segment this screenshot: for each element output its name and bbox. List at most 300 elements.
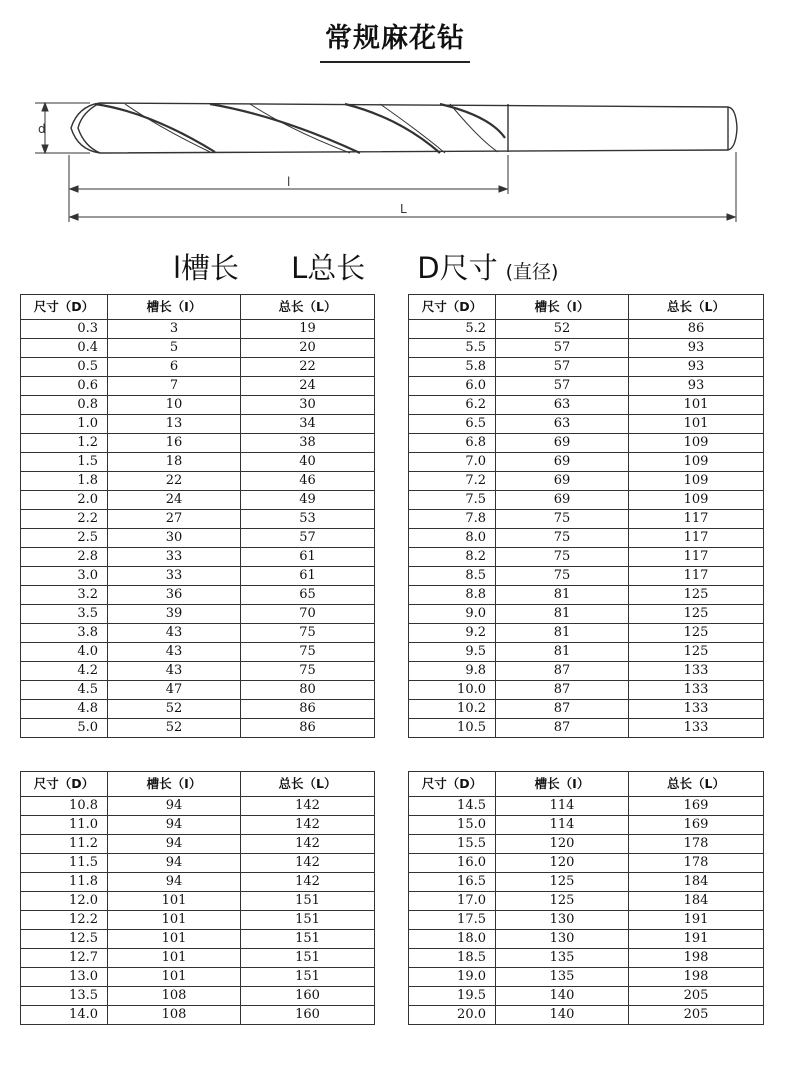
cell-size: 2.8: [21, 548, 108, 567]
cell-flute-length: 39: [108, 605, 241, 624]
cell-size: 5.5: [409, 339, 496, 358]
cell-size: 11.2: [21, 835, 108, 854]
cell-flute-length: 7: [108, 377, 241, 396]
cell-size: 11.8: [21, 873, 108, 892]
spec-table-1: [20, 294, 375, 738]
cell-flute-length: 69: [496, 453, 629, 472]
cell-size: 14.5: [409, 797, 496, 816]
cell-flute-length: 94: [108, 797, 241, 816]
cell-flute-length: 75: [496, 548, 629, 567]
table-row: [21, 567, 375, 586]
cell-flute-length: 120: [496, 835, 629, 854]
cell-flute-length: 87: [496, 700, 629, 719]
cell-size: 1.2: [21, 434, 108, 453]
cell-overall-length: 184: [629, 892, 764, 911]
cell-flute-length: 87: [496, 662, 629, 681]
flute-5: [345, 104, 440, 153]
cell-overall-length: 24: [241, 377, 375, 396]
table-row: [409, 873, 764, 892]
cell-size: 4.5: [21, 681, 108, 700]
header-size: 尺寸（D）: [21, 295, 108, 320]
cell-size: 10.0: [409, 681, 496, 700]
cell-flute-length: 57: [496, 339, 629, 358]
cell-size: 8.0: [409, 529, 496, 548]
cell-overall-length: 75: [241, 624, 375, 643]
table-row: [21, 548, 375, 567]
cell-overall-length: 151: [241, 892, 375, 911]
table-row: [409, 567, 764, 586]
cell-size: 17.5: [409, 911, 496, 930]
cell-overall-length: 117: [629, 567, 764, 586]
table-row: [21, 968, 375, 987]
table-row: [409, 1006, 764, 1025]
cell-flute-length: 87: [496, 719, 629, 738]
header-size: 尺寸（D）: [409, 295, 496, 320]
cell-size: 10.8: [21, 797, 108, 816]
cell-flute-length: 69: [496, 434, 629, 453]
cell-flute-length: 120: [496, 854, 629, 873]
cell-flute-length: 43: [108, 662, 241, 681]
table-row: [21, 873, 375, 892]
table-row: [409, 930, 764, 949]
flute-6: [380, 104, 445, 153]
cell-flute-length: 63: [496, 396, 629, 415]
cell-size: 19.5: [409, 987, 496, 1006]
table-row: [21, 816, 375, 835]
cell-flute-length: 57: [496, 358, 629, 377]
cell-size: 9.2: [409, 624, 496, 643]
cell-flute-length: 33: [108, 567, 241, 586]
cell-overall-length: 109: [629, 472, 764, 491]
cell-size: 9.8: [409, 662, 496, 681]
cell-size: 15.0: [409, 816, 496, 835]
table-row: [409, 624, 764, 643]
cell-size: 8.8: [409, 586, 496, 605]
table-row: [409, 548, 764, 567]
cell-size: 11.5: [21, 854, 108, 873]
table-row: [21, 377, 375, 396]
cell-size: 18.0: [409, 930, 496, 949]
cell-size: 5.2: [409, 320, 496, 339]
cell-flute-length: 24: [108, 491, 241, 510]
table-row: [409, 911, 764, 930]
cell-overall-length: 65: [241, 586, 375, 605]
cell-flute-length: 36: [108, 586, 241, 605]
cell-flute-length: 10: [108, 396, 241, 415]
cell-flute-length: 130: [496, 930, 629, 949]
cell-overall-length: 191: [629, 930, 764, 949]
cell-flute-length: 140: [496, 1006, 629, 1025]
header-overall: 总长（L）: [241, 772, 375, 797]
cell-overall-length: 178: [629, 854, 764, 873]
cell-overall-length: 160: [241, 987, 375, 1006]
cell-flute-length: 130: [496, 911, 629, 930]
cell-flute-length: 75: [496, 567, 629, 586]
cell-overall-length: 142: [241, 816, 375, 835]
cell-size: 0.8: [21, 396, 108, 415]
cell-size: 4.2: [21, 662, 108, 681]
table-row: [409, 816, 764, 835]
table-row: [21, 930, 375, 949]
cell-overall-length: 53: [241, 510, 375, 529]
cell-flute-length: 52: [496, 320, 629, 339]
legend-overall: L总长: [291, 251, 366, 285]
cell-overall-length: 125: [629, 586, 764, 605]
table-row: [409, 681, 764, 700]
table-row: [409, 586, 764, 605]
cell-overall-length: 80: [241, 681, 375, 700]
table-row: [409, 949, 764, 968]
table-row: [21, 700, 375, 719]
table-row: [409, 892, 764, 911]
header-size: 尺寸（D）: [21, 772, 108, 797]
cell-size: 13.5: [21, 987, 108, 1006]
cell-size: 3.0: [21, 567, 108, 586]
table-row: [409, 605, 764, 624]
cell-flute-length: 16: [108, 434, 241, 453]
cell-size: 4.0: [21, 643, 108, 662]
cell-flute-length: 27: [108, 510, 241, 529]
cell-flute-length: 101: [108, 949, 241, 968]
cell-overall-length: 160: [241, 1006, 375, 1025]
cell-overall-length: 205: [629, 987, 764, 1006]
cell-overall-length: 109: [629, 491, 764, 510]
cell-flute-length: 81: [496, 605, 629, 624]
cell-flute-length: 18: [108, 453, 241, 472]
table-row: [21, 491, 375, 510]
table-row: [21, 797, 375, 816]
cell-flute-length: 75: [496, 510, 629, 529]
cell-flute-length: 108: [108, 987, 241, 1006]
cell-size: 13.0: [21, 968, 108, 987]
cell-size: 14.0: [21, 1006, 108, 1025]
cell-size: 12.2: [21, 911, 108, 930]
cell-size: 7.8: [409, 510, 496, 529]
cell-flute-length: 52: [108, 700, 241, 719]
cell-size: 18.5: [409, 949, 496, 968]
legend-diameter-note: (直径): [505, 261, 559, 283]
legend-size: D尺寸: [417, 251, 498, 285]
table-row: [21, 396, 375, 415]
cell-overall-length: 40: [241, 453, 375, 472]
table-row: [21, 605, 375, 624]
cell-overall-length: 125: [629, 624, 764, 643]
table-row: [21, 434, 375, 453]
cell-size: 9.5: [409, 643, 496, 662]
table-row: [21, 586, 375, 605]
table-row: [409, 339, 764, 358]
cell-size: 1.8: [21, 472, 108, 491]
cell-flute-length: 81: [496, 624, 629, 643]
cell-overall-length: 151: [241, 968, 375, 987]
cell-flute-length: 63: [496, 415, 629, 434]
cell-flute-length: 114: [496, 797, 629, 816]
cell-overall-length: 117: [629, 548, 764, 567]
cell-overall-length: 86: [629, 320, 764, 339]
cell-size: 0.3: [21, 320, 108, 339]
cell-size: 6.5: [409, 415, 496, 434]
table-row: [409, 358, 764, 377]
table-row: [409, 968, 764, 987]
table-row: [409, 472, 764, 491]
cell-overall-length: 22: [241, 358, 375, 377]
table-row: [21, 681, 375, 700]
cell-overall-length: 101: [629, 396, 764, 415]
cell-flute-length: 125: [496, 892, 629, 911]
cell-flute-length: 3: [108, 320, 241, 339]
header-overall: 总长（L）: [241, 295, 375, 320]
cell-overall-length: 57: [241, 529, 375, 548]
cell-overall-length: 109: [629, 434, 764, 453]
cell-overall-length: 169: [629, 816, 764, 835]
cell-size: 8.5: [409, 567, 496, 586]
cell-overall-length: 30: [241, 396, 375, 415]
cell-overall-length: 93: [629, 377, 764, 396]
cell-overall-length: 133: [629, 681, 764, 700]
cell-size: 9.0: [409, 605, 496, 624]
cell-flute-length: 114: [496, 816, 629, 835]
table-row: [21, 339, 375, 358]
cell-flute-length: 6: [108, 358, 241, 377]
table-row: [409, 510, 764, 529]
cell-size: 7.0: [409, 453, 496, 472]
cell-flute-length: 22: [108, 472, 241, 491]
cell-overall-length: 49: [241, 491, 375, 510]
cell-size: 20.0: [409, 1006, 496, 1025]
table-row: [21, 719, 375, 738]
spec-table-2: [408, 294, 764, 738]
cell-size: 10.5: [409, 719, 496, 738]
table-row: [21, 415, 375, 434]
cell-size: 12.5: [21, 930, 108, 949]
cell-size: 11.0: [21, 816, 108, 835]
cell-size: 5.0: [21, 719, 108, 738]
table-row: [409, 835, 764, 854]
cell-overall-length: 191: [629, 911, 764, 930]
cell-overall-length: 142: [241, 854, 375, 873]
cell-overall-length: 151: [241, 949, 375, 968]
cell-flute-length: 101: [108, 968, 241, 987]
cell-flute-length: 81: [496, 586, 629, 605]
cell-size: 2.2: [21, 510, 108, 529]
label-d: d: [38, 122, 46, 136]
cell-overall-length: 34: [241, 415, 375, 434]
cell-flute-length: 81: [496, 643, 629, 662]
table-row: [409, 662, 764, 681]
cell-size: 6.2: [409, 396, 496, 415]
cell-flute-length: 13: [108, 415, 241, 434]
cell-size: 16.0: [409, 854, 496, 873]
cell-overall-length: 151: [241, 930, 375, 949]
cell-size: 5.8: [409, 358, 496, 377]
table-row: [409, 529, 764, 548]
table-row: [409, 415, 764, 434]
table-row: [409, 854, 764, 873]
cell-overall-length: 169: [629, 797, 764, 816]
cell-overall-length: 61: [241, 548, 375, 567]
cell-overall-length: 93: [629, 339, 764, 358]
table-row: [21, 1006, 375, 1025]
table-row: [21, 320, 375, 339]
cell-overall-length: 86: [241, 700, 375, 719]
table-row: [21, 624, 375, 643]
cell-flute-length: 43: [108, 624, 241, 643]
cell-size: 0.6: [21, 377, 108, 396]
table-row: [409, 453, 764, 472]
cell-overall-length: 19: [241, 320, 375, 339]
cell-size: 1.0: [21, 415, 108, 434]
cell-overall-length: 46: [241, 472, 375, 491]
table-row: [21, 662, 375, 681]
cell-overall-length: 142: [241, 797, 375, 816]
table-row: [409, 987, 764, 1006]
cell-overall-length: 133: [629, 719, 764, 738]
table-row: [21, 854, 375, 873]
table-row: [21, 472, 375, 491]
table-row: [21, 453, 375, 472]
table-row: [409, 396, 764, 415]
table-row: [409, 797, 764, 816]
cell-overall-length: 133: [629, 662, 764, 681]
cell-size: 6.8: [409, 434, 496, 453]
cell-size: 7.5: [409, 491, 496, 510]
cell-flute-length: 140: [496, 987, 629, 1006]
cell-flute-length: 94: [108, 835, 241, 854]
cell-overall-length: 117: [629, 510, 764, 529]
cell-overall-length: 142: [241, 835, 375, 854]
header-flute: 槽长（I）: [108, 772, 241, 797]
cell-flute-length: 101: [108, 911, 241, 930]
cell-overall-length: 178: [629, 835, 764, 854]
cell-overall-length: 184: [629, 873, 764, 892]
cell-flute-length: 33: [108, 548, 241, 567]
cell-overall-length: 125: [629, 643, 764, 662]
cell-overall-length: 20: [241, 339, 375, 358]
drill-diagram: [0, 80, 790, 230]
cell-size: 15.5: [409, 835, 496, 854]
cell-overall-length: 75: [241, 662, 375, 681]
cell-flute-length: 47: [108, 681, 241, 700]
label-L: L: [400, 202, 407, 216]
cell-size: 17.0: [409, 892, 496, 911]
cell-flute-length: 69: [496, 472, 629, 491]
cell-overall-length: 38: [241, 434, 375, 453]
cell-flute-length: 125: [496, 873, 629, 892]
cell-flute-length: 94: [108, 816, 241, 835]
cell-overall-length: 205: [629, 1006, 764, 1025]
table-row: [409, 643, 764, 662]
cell-overall-length: 109: [629, 453, 764, 472]
cell-size: 16.5: [409, 873, 496, 892]
cell-flute-length: 75: [496, 529, 629, 548]
flute-8: [450, 104, 498, 152]
cell-overall-length: 117: [629, 529, 764, 548]
legend-flute: l槽长: [173, 251, 240, 285]
legend: [173, 246, 558, 288]
cell-flute-length: 5: [108, 339, 241, 358]
cell-overall-length: 93: [629, 358, 764, 377]
cell-overall-length: 75: [241, 643, 375, 662]
title-underline: [320, 61, 470, 63]
cell-size: 3.5: [21, 605, 108, 624]
label-l: l: [287, 175, 291, 189]
cell-size: 2.0: [21, 491, 108, 510]
table-row: [409, 719, 764, 738]
table-row: [409, 320, 764, 339]
header-overall: 总长（L）: [629, 772, 764, 797]
cell-flute-length: 101: [108, 892, 241, 911]
table-row: [21, 510, 375, 529]
cell-flute-length: 30: [108, 529, 241, 548]
cell-overall-length: 133: [629, 700, 764, 719]
header-overall: 总长（L）: [629, 295, 764, 320]
cell-overall-length: 142: [241, 873, 375, 892]
cell-flute-length: 101: [108, 930, 241, 949]
table-row: [21, 358, 375, 377]
header-flute: 槽长（I）: [108, 295, 241, 320]
cell-size: 19.0: [409, 968, 496, 987]
table-row: [21, 892, 375, 911]
cell-flute-length: 135: [496, 949, 629, 968]
cell-overall-length: 125: [629, 605, 764, 624]
cell-size: 2.5: [21, 529, 108, 548]
cell-size: 3.2: [21, 586, 108, 605]
cell-flute-length: 57: [496, 377, 629, 396]
page-title: 常规麻花钻: [325, 23, 465, 54]
table-row: [409, 377, 764, 396]
flute-3: [210, 104, 360, 153]
spec-table-4: [408, 771, 764, 1025]
cell-size: 0.4: [21, 339, 108, 358]
cell-overall-length: 101: [629, 415, 764, 434]
flute-7: [440, 104, 505, 138]
table-row: [21, 911, 375, 930]
cell-flute-length: 52: [108, 719, 241, 738]
flute-1: [95, 104, 215, 152]
table-row: [21, 949, 375, 968]
cell-flute-length: 135: [496, 968, 629, 987]
cell-overall-length: 86: [241, 719, 375, 738]
cell-overall-length: 198: [629, 949, 764, 968]
cell-overall-length: 70: [241, 605, 375, 624]
cell-size: 8.2: [409, 548, 496, 567]
cell-size: 1.5: [21, 453, 108, 472]
table-row: [409, 700, 764, 719]
cell-overall-length: 198: [629, 968, 764, 987]
cell-flute-length: 87: [496, 681, 629, 700]
cell-flute-length: 43: [108, 643, 241, 662]
cell-size: 7.2: [409, 472, 496, 491]
table-row: [21, 643, 375, 662]
cell-size: 6.0: [409, 377, 496, 396]
cell-overall-length: 61: [241, 567, 375, 586]
cell-flute-length: 108: [108, 1006, 241, 1025]
header-flute: 槽长（I）: [496, 295, 629, 320]
cell-size: 3.8: [21, 624, 108, 643]
cell-size: 12.0: [21, 892, 108, 911]
cell-flute-length: 94: [108, 854, 241, 873]
table-row: [409, 491, 764, 510]
table-row: [409, 434, 764, 453]
cell-flute-length: 69: [496, 491, 629, 510]
cell-size: 12.7: [21, 949, 108, 968]
header-flute: 槽长（I）: [496, 772, 629, 797]
flute-2: [125, 104, 210, 152]
header-size: 尺寸（D）: [409, 772, 496, 797]
table-row: [21, 835, 375, 854]
table-row: [21, 987, 375, 1006]
spec-table-3: [20, 771, 375, 1025]
